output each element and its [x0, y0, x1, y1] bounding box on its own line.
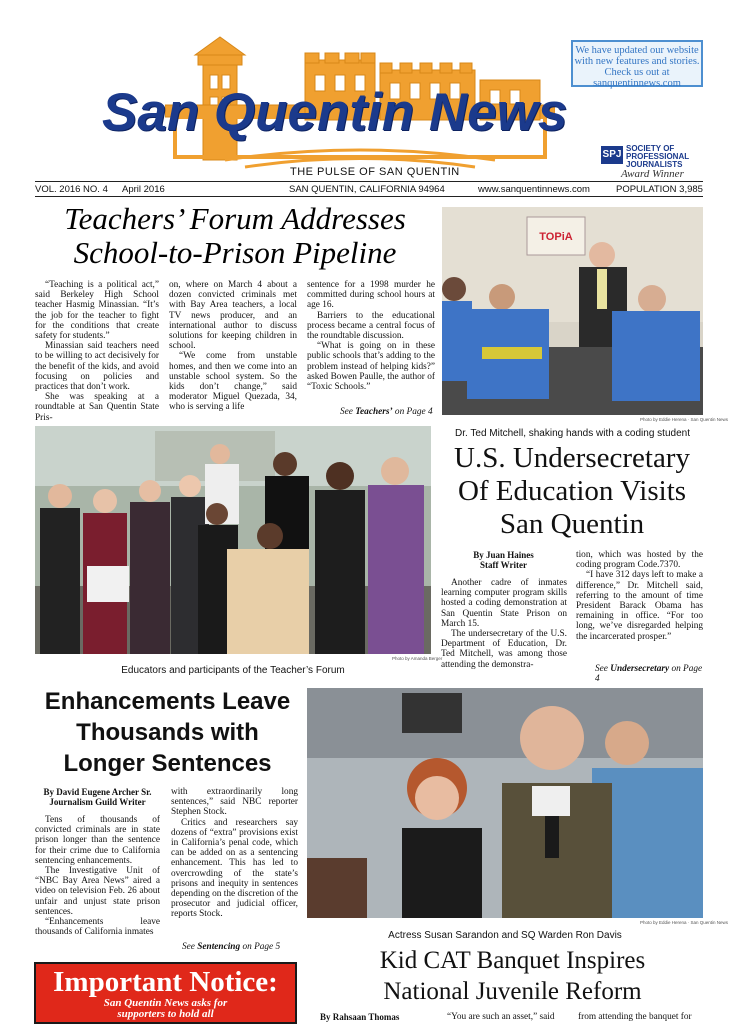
lead-headline: Teachers’ Forum Addresses School-to-Prison Pipeline — [64, 201, 406, 270]
masthead — [0, 0, 741, 185]
volume-number: VOL. 2016 NO. 4 — [35, 184, 108, 195]
photo-credit: Photo by Eddie Herena · San Quentin News — [640, 417, 729, 422]
undersecretary-column-1: Another cadre of inmates learning computer program skills hosted a coding demonstration at San Quentin State Prison on March 15. The undersecretary of the U.S. Department of Education, Dr. Ted Mitchell, was among those attending the demonstra- — [441, 578, 567, 670]
spj-award-badge — [601, 145, 711, 181]
undersecretary-continued-link[interactable]: See Undersecretary on Page 4 — [595, 664, 703, 685]
spj-name: SOCIETY OF PROFESSIONAL JOURNALISTS — [626, 144, 690, 169]
photo-caption-mitchell: Dr. Ted Mitchell, shaking hands with a coding student — [455, 428, 690, 439]
enhancements-column-1: Tens of thousands of convicted criminals are in state prison longer than the sentence for their crime due to California sentencing enhancements. The Investigative Unit of “NBC Bay Area News” aired a video on television Feb. 26 about unfair and unjust state prison sentences. “Enhancements leave thousands of California inmates — [35, 815, 160, 938]
award-winner-label: Award Winner — [621, 168, 684, 180]
topia-sign: TOPiA — [539, 231, 573, 243]
spj-logo: SPJ — [601, 146, 623, 164]
enhancements-continued-link[interactable]: See Sentencing on Page 5 — [182, 942, 281, 952]
enhancements-byline: By David Eugene Archer Sr. Journalism Guild Writer — [43, 787, 152, 807]
important-notice-box[interactable] — [34, 962, 297, 1024]
photo-mitchell-handshake — [442, 207, 703, 415]
kidcat-column-2: from attending the banquet for — [578, 1012, 692, 1022]
kidcat-headline: Kid CAT Banquet Inspires National Juvenile Reform — [379, 947, 646, 1005]
photo-credit-forum: Photo by Amanda Berger — [392, 656, 443, 661]
issue-info-bar — [35, 181, 703, 197]
lead-column-3: sentence for a 1998 murder he committed during school hours at age 16. Barriers to the educational process became a central focus of the roundtable discussion. “What is going on in these public schools that’s adding to the problem instead of helping kids?” asked Bowen Paulle, the author of “Toxic Schools.” — [307, 280, 435, 393]
location: SAN QUENTIN, CALIFORNIA 94964 — [289, 184, 445, 195]
important-notice-line2: supporters to hold all — [117, 1008, 214, 1020]
lead-column-2: on, where on March 4 about a dozen convicted criminals met with Bay Area teachers, a local TV news producer, and an international author to discuss solutions for keeping children in school. “We come from unstable homes, and then we come into an unstable school system. So the kids don’t change,” said moderator Miguel Quezada, 34, who is serving a life — [169, 280, 297, 413]
important-notice-line1: San Quentin News asks for — [103, 997, 228, 1009]
photo-sarandon-davis — [307, 688, 703, 918]
website-link[interactable]: www.sanquentinnews.com — [478, 184, 590, 195]
important-notice-title: Important Notice: — [53, 966, 278, 998]
lead-continued-link[interactable]: See Teachers’ on Page 4 — [340, 407, 433, 417]
enhancements-column-2: with extraordinarily long sentences,” said NBC reporter Stephen Stock. Critics and researchers say dozens of “extra” provisions exist in California’s penal code, which can be added on as a sentencing enhancement. This has led to overcrowding of the state’s prisons and inequity in sentences depending on the discretion of the prosecutor and judicial officer, reports Stock. — [171, 787, 298, 920]
undersecretary-headline: U.S. Undersecretary Of Education Visits San Quentin — [454, 442, 690, 540]
kidcat-byline: By Rahsaan Thomas — [320, 1012, 400, 1022]
photo-caption-forum: Educators and participants of the Teacher’s Forum — [121, 665, 345, 676]
kidcat-column-1: “You are such an asset,” said — [447, 1012, 555, 1022]
issue-date: April 2016 — [122, 184, 165, 195]
photo-credit-sarandon: Photo by Eddie Herena · San Quentin News — [640, 920, 729, 925]
photo-teachers-forum-group — [35, 426, 431, 654]
tagline: THE PULSE OF SAN QUENTIN — [290, 166, 460, 178]
lead-column-1: “Teaching is a political act,” said Berkeley High School teacher Hasmig Minassian. “It’s the job for the teacher to fight for the conditions that create safety for students.” Minassian said teachers need to be willing to act decisively for the benefit of the kids, and avoid focusing on policies and practices that don’t work. She was speaking at a roundtable at San Quentin State Pris- — [35, 280, 159, 423]
newspaper-title: San Quentin News — [102, 83, 568, 142]
enhancements-headline: Enhancements Leave Thousands with Longer Sentences — [44, 688, 291, 777]
website-update-notice[interactable]: We have updated our website with new features and stories. Check us out at sanquentinnews.com — [571, 40, 703, 87]
photo-caption-sarandon: Actress Susan Sarandon and SQ Warden Ron Davis — [388, 930, 622, 941]
undersecretary-column-2: tion, which was hosted by the coding program Code.7370. “I have 312 days left to make a difference,” Dr. Mitchell said, referring to the amount of time President Barack Obama has remaining in office. “For too long, we’ve disregarded helping the incarcerated prosper.” — [576, 550, 703, 642]
undersecretary-byline: By Juan Haines Staff Writer — [473, 550, 534, 570]
population: POPULATION 3,985 — [616, 184, 703, 195]
